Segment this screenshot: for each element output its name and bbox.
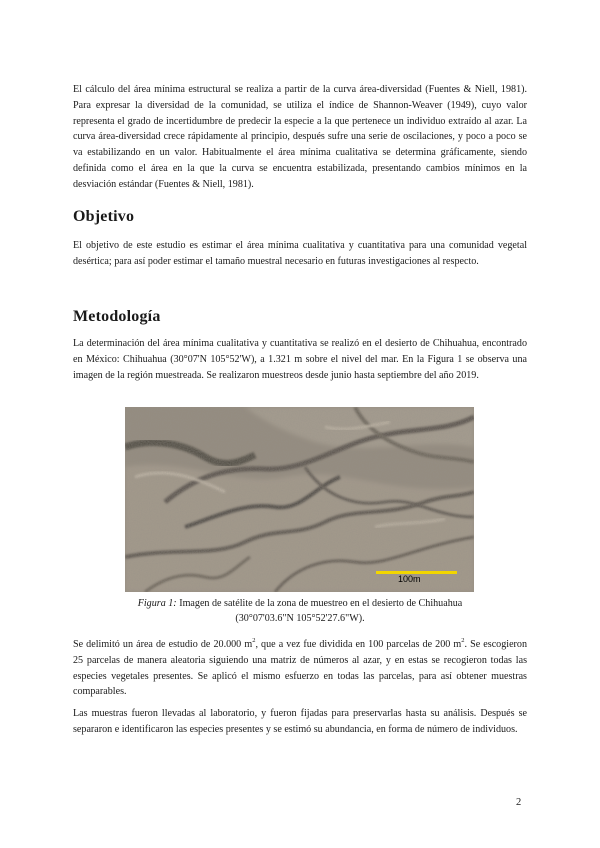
caption-line-2: (30°07'03.6"N 105°52'27.6"W).: [235, 613, 365, 624]
objetivo-paragraph: El objetivo de este estudio es estimar el área mínima cualitativa y cuantitativa para una comunidad vegetal desértica; para así poder estimar el tamaño muestral necesario en futuras investigaciones al respecto.: [73, 240, 527, 267]
page-number: 2: [516, 797, 522, 808]
figure-caption: [100, 596, 500, 626]
area-text-1: Se delimitó un área de estudio de 20.000 m: [73, 639, 253, 650]
heading-metodologia: Metodología: [73, 308, 161, 325]
area-paragraph: [73, 637, 527, 700]
area-text-3: . Se escogieron 25 parcelas de manera aleatoria siguiendo una matriz de números al azar, y en estas se recogieron todas las especies vegetales presentes. Se aplicó el mismo esfuerzo en todas las parcelas, para así obtener muestras comparables.: [73, 639, 528, 698]
intro-paragraph: El cálculo del área mínima estructural se realiza a partir de la curva área-diversidad (Fuentes & Niell, 1981). Para expresar la diversidad de la comunidad, se utiliza el índice de Shannon-Weaver (1949), cuyo valor representa el grado de incertidumbre de predecir la especie a la que pertenece un individuo extraído al azar. La curva área-diversidad crece rápidamente al principio, después sufre una serie de oscilaciones, y poco a poco se va estabilizando en un valor. Habitualmente el área mínima cualitativa se determina gráficamente, siendo definida como el área en la que la curva se encuentra estabilizada, presentando cambios mínimos en la desviación estándar (Fuentes & Niell, 1981).: [73, 84, 527, 190]
heading-objetivo: Objetivo: [73, 208, 135, 225]
area-text-2: , que a vez fue dividida en 100 parcelas de 200 m: [255, 639, 462, 650]
figure-label: Figura 1:: [137, 598, 177, 609]
muestras-paragraph: Las muestras fueron llevadas al laboratorio, y fueron fijadas para preservarlas hasta su análisis. Después se separaron e identificaron las especies presentes y se estimó su abundancia, en forma de número de individuos.: [73, 708, 527, 735]
area-sup-2: 2: [461, 636, 465, 644]
area-sup-1: 2: [252, 636, 256, 644]
scale-bar-label: 100m: [398, 574, 421, 584]
satellite-terrain-graphic: [125, 407, 474, 592]
metodologia-paragraph: La determinación del área mínima cualitativa y cuantitativa se realizó en el desierto de Chihuahua, encontrado en México: Chihuahua (30°07'N 105°52'W), a 1.321 m sobre el nivel del mar. En la Figura 1 se observa una imagen de la región muestreada. Se realizaron muestreos desde junio hasta septiembre del año 2019.: [73, 338, 527, 381]
satellite-image: [125, 407, 474, 592]
caption-line-1: Imagen de satélite de la zona de muestreo en el desierto de Chihuahua: [176, 598, 463, 609]
